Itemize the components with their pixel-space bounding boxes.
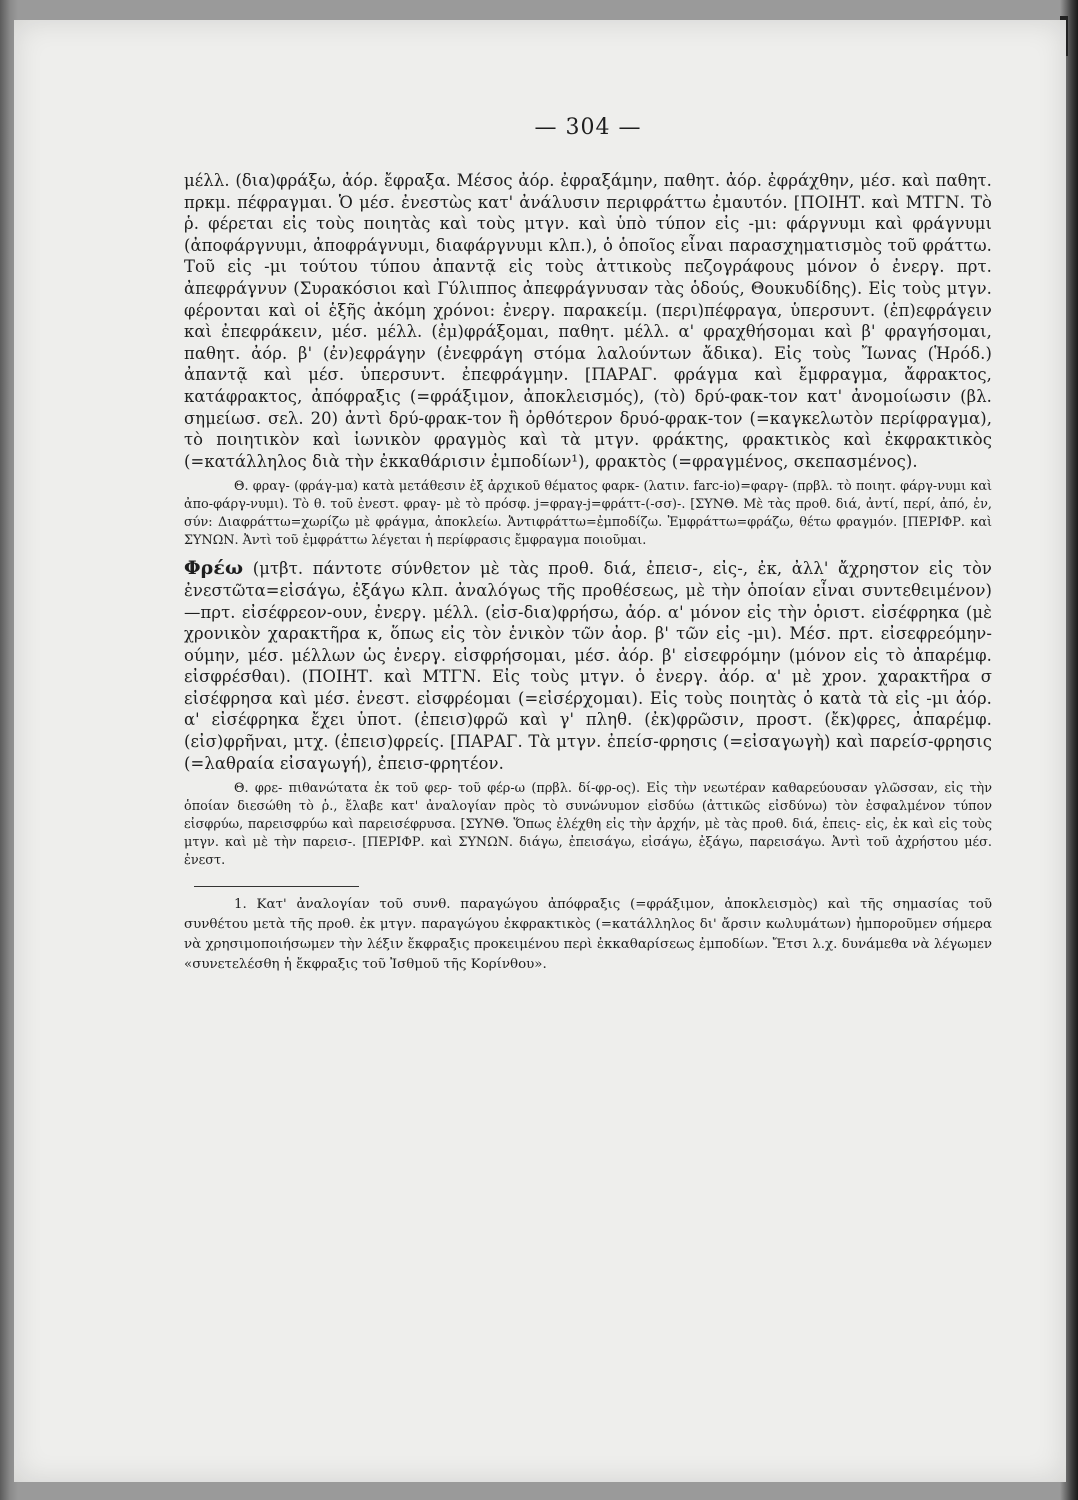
entry-body: (μτβτ. πάντοτε σύνθετον μὲ τὰς προθ. διά, ἐπεισ-, εἰς-, ἐκ, ἀλλ' ἄχρηστον εἰς τὸν ἐνεστῶτα=εἰσάγω, ἐξάγω κλπ. ἀναλόγως τῆς προθέσεως, μὲ τὴν ὁποίαν εἶναι συντεθειμένον)—πρτ. εἰσέφρεον-ουν, ἐνεργ. μέλλ. (εἰσ-δια)φρήσω, ἀόρ. α' μόνον εἰς τὴν ὁριστ. εἰσέφρηκα (μὲ χρονικὸν χαρακτῆρα κ, ὅπως εἰς τὸν ἑνικὸν τῶν ἀορ. β' τῶν εἰς -μι). Μέσ. πρτ. εἰσεφρεόμην-ούμην, μέσ. μέλλων ὡς ἐνεργ. εἰσφρήσομαι, μέσ. ἀόρ. β' εἰσεφρόμην (μόνον εἰς τὸ ἀπαρέμφ. εἰσφρέσθαι). (ΠΟΙΗΤ. καὶ ΜΤΓΝ. Εἰς τοὺς μτγν. ὁ ἐνεργ. ἀόρ. α' μὲ χρον. χαρακτῆρα σ εἰσέφρησα καὶ μέσ. ἐνεστ. εἰσφρέομαι (=εἰσέρχομαι). Εἰς τοὺς ποιητὰς ὁ κατὰ τὰ εἰς -μι ἀόρ. α' εἰσέφρηκα ἔχει ὑποτ. (ἐπεισ)φρῶ καὶ γ' πληθ. (ἐκ)φρῶσιν, προστ. (ἔκ)φρες, ἀπαρέμφ. (εἰσ)φρῆναι, μτχ. (ἐπεισ)φρείς. [ΠΑΡΑΓ. Τὰ μτγν. ἐπείσ-φρησις (=εἰσαγωγὴ) καὶ παρείσ-φρησις (=λαθραία εἰσαγωγή), ἐπεισ-φρητέον. xyxy=(184,559,992,773)
entry-freo xyxy=(184,558,992,774)
footnote: 1. Κατ' ἀναλογίαν τοῦ συνθ. παραγώγου ἀπόφραξις (=φράξιμον, ἀποκλεισμὸς) καὶ τῆς σημασίας τοῦ συνθέτου μετὰ τῆς προθ. ἐκ μτγν. παραγώγου ἐκφρακτικὸς (=κατάλληλος δι' ἄρσιν κωλυμάτων) ἠμποροῦμεν σήμερα νὰ χρησιμοποιήσωμεν τὴν λέξιν ἔκφραξις προκειμένου περὶ ἐκκαθαρίσεως ἐμποδίων. Ἔτσι λ.χ. δυνάμεθα νὰ λέγωμεν «συνετελέσθη ἡ ἔκφραξις τοῦ Ἰσθμοῦ τῆς Κορίνθου». xyxy=(184,897,992,973)
page-content xyxy=(184,115,992,975)
headword: Φρέω xyxy=(184,557,244,580)
entry-note: Θ. φραγ- (φράγ-μα) κατὰ μετάθεσιν ἐξ ἀρχικοῦ θέματος φαρκ- (λατιν. farc-io)=φαργ- (πρβλ. τὸ ποιητ. φάργ-νυμι καὶ ἀπο-φάργ-νυμι). Τὸ θ. τοῦ ἐνεστ. φραγ- μὲ τὸ πρόσφ. j=φραγ-j=φράττ-(-σσ)-. [ΣΥΝΘ. Μὲ τὰς προθ. διά, ἀντί, περί, ἀπό, ἐν, σύν: Διαφράττω=χωρίζω μὲ φράγμα, ἀποκλείω. Ἀντιφράττω=ἐμποδίζω. Ἐμφράττω=φράζω, θέτω φραγμόν. [ΠΕΡΙΦΡ. καὶ ΣΥΝΩΝ. Ἀντὶ τοῦ ἐμφράττω λέγεται ἡ περίφρασις ἔμφραγμα ποιοῦμαι. xyxy=(184,479,992,549)
entry-note: Θ. φρε- πιθανώτατα ἐκ τοῦ φερ- τοῦ φέρ-ω (πρβλ. δί-φρ-ος). Εἰς τὴν νεωτέραν καθαρεύουσαν γλῶσσαν, εἰς τὴν ὁποίαν διεσώθη τὸ ῥ., ἔλαβε κατ' ἀναλογίαν πρὸς τὸ συνώνυμον εἰσδύω (ἀττικῶς εἰσδύνω) τὸν ἐσφαλμένον τύπον εἰσφρύω, παρεισφρύω καὶ παρεισέφρυσα. [ΣΥΝΘ. Ὅπως ἐλέχθη εἰς τὴν ἀρχήν, μὲ τὰς προθ. διά, ἐπεις- εἰς, ἐκ καὶ εἰς τοὺς μτγν. καὶ μὲ τὴν παρεισ-. [ΠΕΡΙΦΡ. καὶ ΣΥΝΩΝ. διάγω, ἐπεισάγω, εἰσάγω, ἐξάγω, παρεισάγω. Ἀντὶ τοῦ ἀχρήστου μέσ. ἐνεστ. xyxy=(184,781,992,869)
entry-body: μέλλ. (δια)φράξω, ἀόρ. ἔφραξα. Μέσος ἀόρ. ἐφραξάμην, παθητ. ἀόρ. ἐφράχθην, μέσ. καὶ παθητ. πρκμ. πέφραγμαι. Ὁ μέσ. ἐνεστὼς κατ' ἀνάλυσιν περιφράττω ἐμαυτόν. [ΠΟΙΗΤ. καὶ ΜΤΓΝ. Τὸ ῥ. φέρεται εἰς τοὺς ποιητὰς καὶ τοὺς μτγν. καὶ ὑπὸ τύπον εἰς -μι: φάργνυμι καὶ φράγνυμι (ἀποφάργνυμι, ἀποφράγνυμι, διαφάργνυμι κλπ.), ὁ ὁποῖος εἶναι παρασχηματισμὸς τοῦ φράττω. Τοῦ εἰς -μι τούτου τύπου ἀπαντᾷ εἰς τοὺς ἀττικοὺς πεζογράφους μόνον ὁ ἐνεργ. πρτ. ἀπεφράγνυν (Συρακόσιοι καὶ Γύλιππος ἀπεφράγνυσαν τὰς ὁδούς, Θουκυδίδης). Εἰς τοὺς μτγν. φέρονται καὶ οἱ ἑξῆς ἀκόμη χρόνοι: ἐνεργ. παρακείμ. (περι)πέφραγα, ὑπερσυντ. (ἐπ)εφράγειν καὶ ἐπεφράκειν, μέσ. μέλλ. (ἐμ)φράξομαι, παθητ. μέλλ. α' φραχθήσομαι καὶ β' φραγήσομαι, παθητ. ἀόρ. β' (ἐν)εφράγην (ἐνεφράγη στόμα λαλούντων ἄδικα). Εἰς τοὺς Ἴωνας (Ἡρόδ.) ἀπαντᾷ καὶ μέσ. ὑπερσυντ. ἐπεφράγμην. [ΠΑΡΑΓ. φράγμα καὶ ἔμφραγμα, ἄφρακτος, κατάφρακτος, ἀπόφραξις (=φράξιμον, ἀποκλεισμός), (τὸ) δρύ-φακ-τον κατ' ἀνομοίωσιν (βλ. σημείωσ. σελ. 20) ἀντὶ δρύ-φρακ-τον ἢ ὀρθότερον δρυό-φρακ-τον (=καγκελωτὸν περίφραγμα), τὸ ποιητικὸν καὶ ἰωνικὸν φραγμὸς καὶ τὰ μτγν. φράκτης, φρακτικὸς καὶ ἐκφρακτικὸς (=κατάλληλος διὰ τὴν ἐκκαθάρισιν ἐμποδίων¹), φρακτὸς (=φραγμένος, σκεπασμένος). xyxy=(184,171,992,471)
page-number: — 304 — xyxy=(534,115,642,140)
footnote-divider xyxy=(194,886,359,887)
